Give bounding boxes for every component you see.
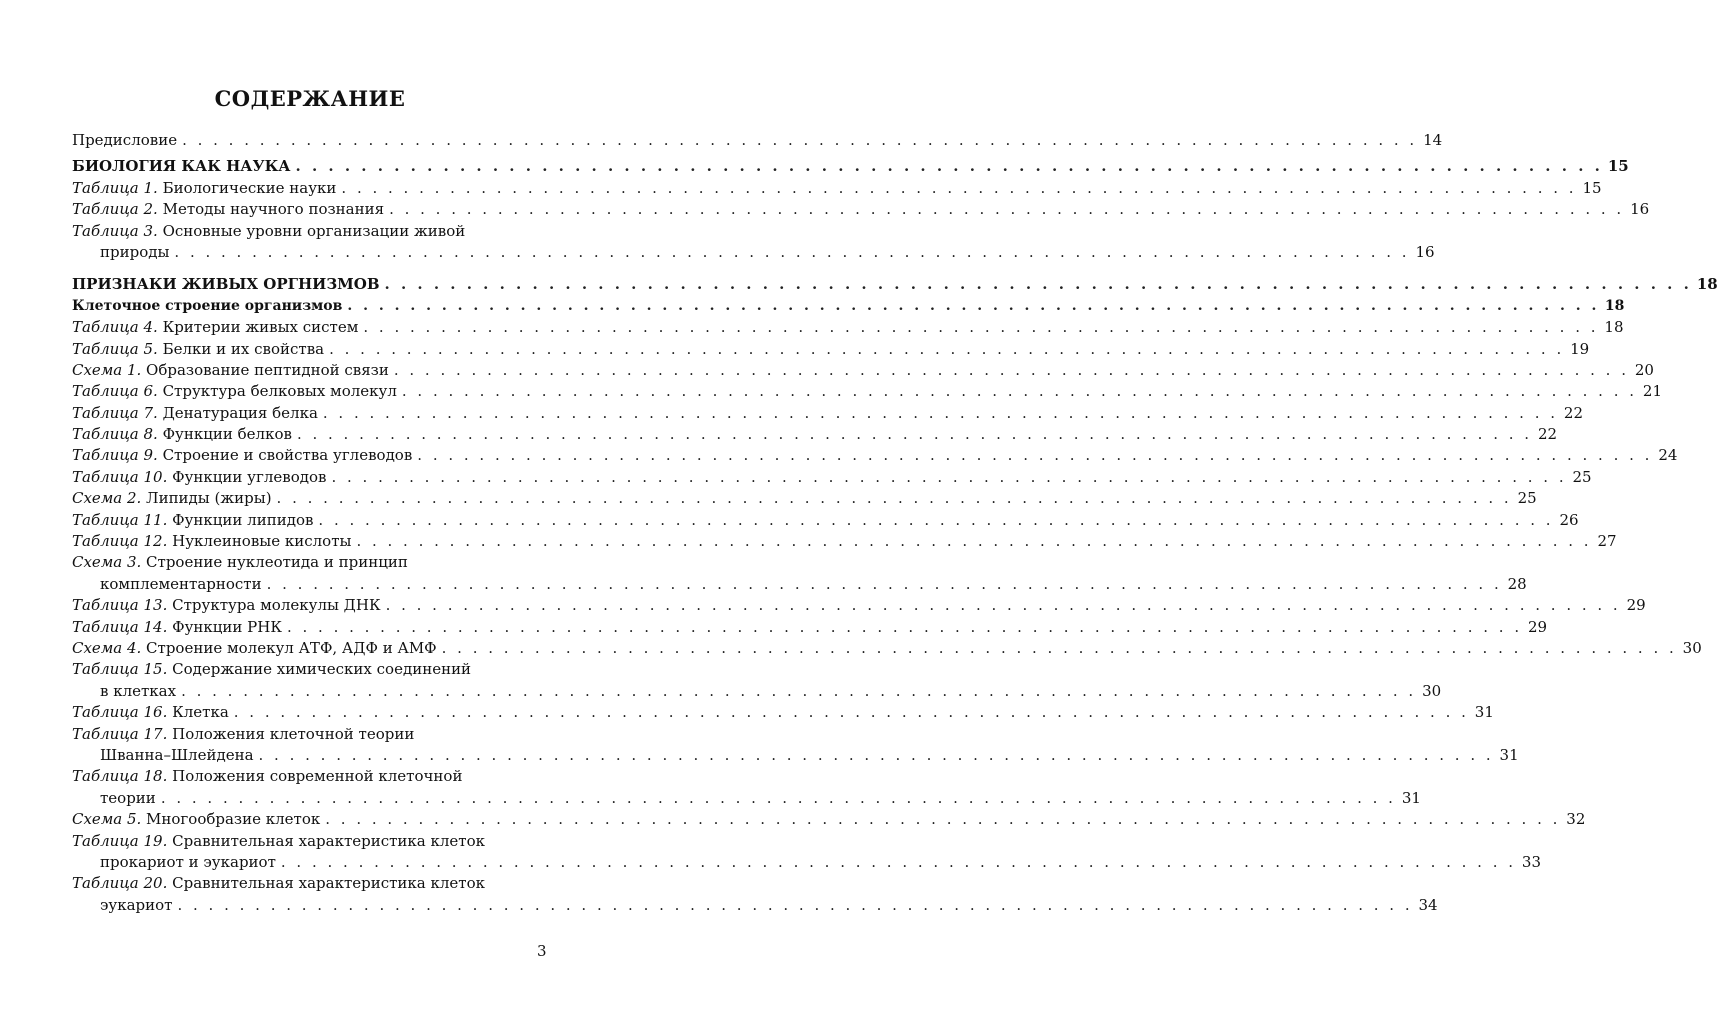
toc-entry-prefix: Таблица 16. <box>72 703 168 722</box>
toc-entry-prefix: Таблица 15. <box>72 660 168 679</box>
toc-entry-label <box>72 638 437 659</box>
toc-page-number: 18 <box>1696 275 1718 294</box>
toc-entry-prefix: Схема 3. <box>72 553 142 572</box>
toc-entry-text: Сравнительная характеристика клеток <box>167 831 485 850</box>
toc-entry-text: Функции липидов <box>167 510 314 529</box>
table-of-contents <box>72 130 1718 916</box>
toc-page-number: 31 <box>1474 703 1494 722</box>
toc-entry-prefix: Таблица 9. <box>72 446 158 465</box>
toc-leader-dots: . . . . . . . . . . . . . . . . . . . . . . . . . . . . . . . . . . . . . . . . . . . . . . . . . . . . . . . . . . . . . . . . . . . . . . . . . . . . . . . . <box>276 489 1512 508</box>
toc-page-number: 19 <box>1570 339 1590 358</box>
toc-entry-label <box>100 745 254 766</box>
toc-entry-text: Положения современной клеточной <box>167 767 463 786</box>
toc-entry-prefix: Таблица 6. <box>72 382 158 401</box>
toc-entry-text: Сравнительная характеристика клеток <box>167 874 485 893</box>
toc-entry-label <box>72 809 320 830</box>
toc-entry-prefix: Таблица 19. <box>72 831 168 850</box>
toc-entry-label <box>72 702 229 723</box>
toc-entry-text: в клетках <box>100 681 177 700</box>
toc-section-heading[interactable] <box>72 156 1629 177</box>
toc-leader-dots: . . . . . . . . . . . . . . . . . . . . . . . . . . . . . . . . . . . . . . . . . . . . . . . . . . . . . . . . . . . . . . . . . . . . . . . . . . . . . . . . <box>325 810 1561 829</box>
toc-entry-label <box>72 467 326 488</box>
toc-entry-label <box>72 831 485 852</box>
toc-entry[interactable] <box>72 766 549 787</box>
toc-entry-text: природы <box>100 242 170 261</box>
toc-entry-prefix: Таблица 1. <box>72 178 158 197</box>
toc-entry-text: Структура белковых молекул <box>157 382 397 401</box>
toc-entry-label <box>72 510 313 531</box>
toc-entry-text: эукариот <box>100 895 173 914</box>
toc-entry-label <box>72 617 282 638</box>
toc-leader-dots: . . . . . . . . . . . . . . . . . . . . . . . . . . . . . . . . . . . . . . . . . . . . . . . . . . . . . . . . . . . . . . . . . . . . . . . . . . . . . . . . <box>160 788 1396 807</box>
toc-leader-dots: . . . . . . . . . . . . . . . . . . . . . . . . . . . . . . . . . . . . . . . . . . . . . . . . . . . . . . . . . . . . . . . . . . . . . . . . . . . . . . . . <box>182 131 1418 149</box>
toc-leader-dots: . . . . . . . . . . . . . . . . . . . . . . . . . . . . . . . . . . . . . . . . . . . . . . . . . . . . . . . . . . . . . . . . . . . . . . . . . . . . . . . . <box>331 467 1567 486</box>
toc-entry-label <box>72 724 414 745</box>
toc-entry-label <box>72 199 384 220</box>
toc-spacer <box>72 263 549 274</box>
toc-page-number: 34 <box>1418 895 1438 914</box>
toc-entry-text: теории <box>100 788 156 807</box>
toc-leader-dots: . . . . . . . . . . . . . . . . . . . . . . . . . . . . . . . . . . . . . . . . . . . . . . . . . . . . . . . . . . . . . . . . . . . . . . . . . . . . . . . . <box>266 574 1502 593</box>
toc-entry-label <box>72 339 324 360</box>
toc-page-number: 21 <box>1642 382 1663 401</box>
toc-entry-label <box>72 317 358 338</box>
toc-page-number: 30 <box>1682 638 1702 657</box>
toc-entry-label <box>100 681 176 702</box>
toc-page-number: 14 <box>1423 131 1443 149</box>
toc-entry[interactable] <box>72 199 1650 220</box>
toc-entry-text: Строение нуклеотида и принцип <box>141 553 408 572</box>
toc-entry[interactable] <box>72 595 1646 616</box>
toc-entry[interactable] <box>72 638 1702 659</box>
toc-entry-prefix: Таблица 5. <box>72 339 158 358</box>
page-title: СОДЕРЖАНИЕ <box>214 86 406 111</box>
toc-preface[interactable] <box>72 130 1443 151</box>
toc-leader-dots: . . . . . . . . . . . . . . . . . . . . . . . . . . . . . . . . . . . . . . . . . . . . . . . . . . . . . . . . . . . . . . . . . . . . . . . . . . . . . . . . <box>233 703 1469 722</box>
toc-entry-label <box>72 766 462 787</box>
toc-entry-label <box>72 488 272 509</box>
toc-entry-label <box>72 403 318 424</box>
toc-leader-dots: . . . . . . . . . . . . . . . . . . . . . . . . . . . . . . . . . . . . . . . . . . . . . . . . . . . . . . . . . . . . . . . . . . . . . . . . . . . . . . . . <box>356 532 1592 551</box>
toc-entry-label <box>72 178 336 199</box>
toc-page-number: 22 <box>1537 425 1558 444</box>
toc-entry-text: Основные уровни организации живой <box>157 221 466 240</box>
toc-entry-text: Функции белков <box>157 425 292 444</box>
toc-subsection-heading[interactable] <box>72 296 1625 317</box>
toc-entry-prefix: Таблица 7. <box>72 403 158 422</box>
toc-leader-dots: . . . . . . . . . . . . . . . . . . . . . . . . . . . . . . . . . . . . . . . . . . . . . . . . . . . . . . . . . . . . . . . . . . . . . . . . . . . . . . . . <box>318 510 1554 529</box>
toc-page-number: 15 <box>1582 178 1602 197</box>
toc-leader-dots: . . . . . . . . . . . . . . . . . . . . . . . . . . . . . . . . . . . . . . . . . . . . . . . . . . . . . . . . . . . . . . . . . . . . . . . . . . . . . . . . <box>322 403 1559 422</box>
toc-entry-prefix: Таблица 3. <box>72 221 158 240</box>
toc-page-number: 18 <box>1604 297 1625 314</box>
page-number: 3 <box>537 942 547 960</box>
toc-entry-label <box>100 852 276 873</box>
toc-entry-label <box>100 895 172 916</box>
toc-page-number: 30 <box>1422 681 1442 700</box>
toc-entry-label <box>72 445 412 466</box>
toc-entry-continuation[interactable] <box>72 242 1435 263</box>
toc-entry-text: Содержание химических соединений <box>167 660 472 679</box>
toc-entry-text: Денатурация белка <box>157 403 318 422</box>
toc-entry-text: Шванна–Шлейдена <box>100 745 254 764</box>
toc-leader-dots: . . . . . . . . . . . . . . . . . . . . . . . . . . . . . . . . . . . . . . . . . . . . . . . . . . . . . . . . . . . . . . . . . . . . . . . . . . . . . . . . <box>280 852 1517 871</box>
toc-entry-prefix: Таблица 4. <box>72 318 158 337</box>
toc-entry-label <box>72 595 381 616</box>
toc-leader-dots: . . . . . . . . . . . . . . . . . . . . . . . . . . . . . . . . . . . . . . . . . . . . . . . . . . . . . . . . . . . . . . . . . . . . . . . . . . . . . . . . <box>384 275 1692 294</box>
toc-page-number: 26 <box>1559 510 1579 529</box>
toc-entry-prefix: Таблица 12. <box>72 532 168 551</box>
toc-page-number: 16 <box>1630 200 1650 219</box>
toc-entry-text: Клетка <box>167 703 229 722</box>
toc-page-number: 24 <box>1658 446 1678 465</box>
toc-entry-label <box>72 552 408 573</box>
toc-leader-dots: . . . . . . . . . . . . . . . . . . . . . . . . . . . . . . . . . . . . . . . . . . . . . . . . . . . . . . . . . . . . . . . . . . . . . . . . . . . . . . . . <box>181 681 1417 700</box>
toc-entry-text: Методы научного познания <box>157 200 385 219</box>
toc-entry-text: Положения клеточной теории <box>167 724 415 743</box>
toc-entry-label <box>100 574 262 595</box>
toc-page-number: 15 <box>1607 157 1629 176</box>
toc-entry[interactable] <box>72 339 1590 360</box>
toc-entry-prefix: Схема 1. <box>72 360 142 379</box>
toc-entry-label <box>100 242 169 263</box>
toc-entry-label <box>72 130 177 151</box>
toc-entry-prefix: Таблица 17. <box>72 724 168 743</box>
toc-leader-dots: . . . . . . . . . . . . . . . . . . . . . . . . . . . . . . . . . . . . . . . . . . . . . . . . . . . . . . . . . . . . . . . . . . . . . . . . . . . . . . . . <box>417 446 1653 465</box>
toc-entry[interactable] <box>72 178 1602 199</box>
toc-entry-prefix: Таблица 18. <box>72 767 168 786</box>
toc-entry-text: Структура молекулы ДНК <box>167 596 381 615</box>
toc-leader-dots: . . . . . . . . . . . . . . . . . . . . . . . . . . . . . . . . . . . . . . . . . . . . . . . . . . . . . . . . . . . . . . . . . . . . . . . . . . . . . . . . <box>401 382 1638 401</box>
toc-leader-dots: . . . . . . . . . . . . . . . . . . . . . . . . . . . . . . . . . . . . . . . . . . . . . . . . . . . . . . . . . . . . . . . . . . . . . . . . . . . . . . . . <box>393 360 1629 379</box>
toc-entry-text: Нуклеиновые кислоты <box>167 532 352 551</box>
toc-page-number: 22 <box>1563 403 1584 422</box>
toc-entry[interactable] <box>72 403 1584 424</box>
toc-entry-label <box>72 659 471 680</box>
toc-entry-label <box>72 221 465 242</box>
toc-entry-continuation[interactable] <box>72 745 1519 766</box>
toc-entry-text: Строение молекул АТФ, АДФ и АМФ <box>141 638 437 657</box>
toc-entry-text: Белки и их свойства <box>157 339 325 358</box>
toc-entry[interactable] <box>72 467 1592 488</box>
toc-entry[interactable] <box>72 221 549 242</box>
toc-leader-dots: . . . . . . . . . . . . . . . . . . . . . . . . . . . . . . . . . . . . . . . . . . . . . . . . . . . . . . . . . . . . . . . . . . . . . . . . . . . . . . . . <box>363 318 1599 337</box>
toc-page-number: 20 <box>1634 360 1654 379</box>
toc-leader-dots: . . . . . . . . . . . . . . . . . . . . . . . . . . . . . . . . . . . . . . . . . . . . . . . . . . . . . . . . . . . . . . . . . . . . . . . . . . . . . . . . <box>295 157 1603 176</box>
toc-entry-prefix: Схема 2. <box>72 489 142 508</box>
toc-entry-label <box>72 424 292 445</box>
toc-page-number: 25 <box>1572 467 1592 486</box>
toc-entry-prefix: Таблица 13. <box>72 596 168 615</box>
toc-entry[interactable] <box>72 831 549 852</box>
toc-entry[interactable] <box>72 702 1494 723</box>
toc-entry[interactable] <box>72 360 1654 381</box>
toc-page-number: 33 <box>1521 852 1542 871</box>
toc-entry-text: Предисловие <box>72 131 178 149</box>
toc-entry-text: Строение и свойства углеводов <box>157 446 413 465</box>
toc-leader-dots: . . . . . . . . . . . . . . . . . . . . . . . . . . . . . . . . . . . . . . . . . . . . . . . . . . . . . . . . . . . . . . . . . . . . . . . . . . . . . . . . <box>347 297 1600 314</box>
toc-page-number: 27 <box>1597 532 1617 551</box>
toc-leader-dots: . . . . . . . . . . . . . . . . . . . . . . . . . . . . . . . . . . . . . . . . . . . . . . . . . . . . . . . . . . . . . . . . . . . . . . . . . . . . . . . . <box>286 617 1523 636</box>
toc-entry-prefix: Таблица 20. <box>72 874 168 893</box>
toc-entry-text: Клеточное строение организмов <box>72 297 343 314</box>
toc-entry-label <box>72 156 291 177</box>
toc-page-number: 31 <box>1401 788 1421 807</box>
toc-entry-prefix: Схема 5. <box>72 810 142 829</box>
toc-entry[interactable] <box>72 488 1537 509</box>
toc-entry-text: Биологические науки <box>157 178 337 197</box>
toc-page-number: 25 <box>1517 489 1537 508</box>
toc-entry-text: ПРИЗНАКИ ЖИВЫХ ОРГНИЗМОВ <box>72 275 380 294</box>
toc-page-number: 28 <box>1507 574 1527 593</box>
toc-entry-continuation[interactable] <box>72 895 1438 916</box>
toc-entry[interactable] <box>72 552 549 573</box>
toc-entry-label <box>72 531 351 552</box>
toc-leader-dots: . . . . . . . . . . . . . . . . . . . . . . . . . . . . . . . . . . . . . . . . . . . . . . . . . . . . . . . . . . . . . . . . . . . . . . . . . . . . . . . . <box>389 200 1625 219</box>
toc-entry-continuation[interactable] <box>72 788 1421 809</box>
toc-entry-label <box>72 381 397 402</box>
toc-entry-text: прокариот и эукариот <box>100 852 276 871</box>
toc-leader-dots: . . . . . . . . . . . . . . . . . . . . . . . . . . . . . . . . . . . . . . . . . . . . . . . . . . . . . . . . . . . . . . . . . . . . . . . . . . . . . . . . <box>258 745 1494 764</box>
toc-entry[interactable] <box>72 381 1663 402</box>
toc-leader-dots: . . . . . . . . . . . . . . . . . . . . . . . . . . . . . . . . . . . . . . . . . . . . . . . . . . . . . . . . . . . . . . . . . . . . . . . . . . . . . . . . <box>296 425 1533 444</box>
toc-entry-text: Критерии живых систем <box>157 318 359 337</box>
toc-entry[interactable] <box>72 617 1548 638</box>
toc-entry-label <box>72 274 380 295</box>
toc-entry-label <box>100 788 156 809</box>
toc-entry-prefix: Таблица 14. <box>72 617 168 636</box>
toc-entry-prefix: Таблица 11. <box>72 510 168 529</box>
toc-entry-label <box>72 873 485 894</box>
toc-leader-dots: . . . . . . . . . . . . . . . . . . . . . . . . . . . . . . . . . . . . . . . . . . . . . . . . . . . . . . . . . . . . . . . . . . . . . . . . . . . . . . . . <box>341 178 1577 197</box>
toc-entry[interactable] <box>72 317 1624 338</box>
toc-leader-dots: . . . . . . . . . . . . . . . . . . . . . . . . . . . . . . . . . . . . . . . . . . . . . . . . . . . . . . . . . . . . . . . . . . . . . . . . . . . . . . . . <box>174 242 1410 261</box>
toc-entry-text: Липиды (жиры) <box>141 489 272 508</box>
toc-entry-text: Функции углеводов <box>167 467 327 486</box>
toc-entry-label <box>72 360 389 381</box>
toc-entry-text: Функции РНК <box>167 617 282 636</box>
toc-entry[interactable] <box>72 424 1558 445</box>
toc-page-number: 16 <box>1415 242 1435 261</box>
toc-entry-continuation[interactable] <box>72 852 1542 873</box>
toc-entry-text: БИОЛОГИЯ КАК НАУКА <box>72 157 291 176</box>
toc-section-heading[interactable] <box>72 274 1718 295</box>
toc-entry[interactable] <box>72 445 1678 466</box>
toc-leader-dots: . . . . . . . . . . . . . . . . . . . . . . . . . . . . . . . . . . . . . . . . . . . . . . . . . . . . . . . . . . . . . . . . . . . . . . . . . . . . . . . . <box>441 638 1677 657</box>
toc-entry-prefix: Схема 4. <box>72 638 142 657</box>
toc-entry-continuation[interactable] <box>72 574 1527 595</box>
toc-page-number: 18 <box>1604 318 1624 337</box>
toc-page-number: 32 <box>1566 810 1586 829</box>
toc-entry[interactable] <box>72 531 1617 552</box>
toc-entry-prefix: Таблица 10. <box>72 467 168 486</box>
toc-entry[interactable] <box>72 724 549 745</box>
toc-entry-label <box>72 296 342 317</box>
toc-page-number: 31 <box>1499 745 1519 764</box>
toc-leader-dots: . . . . . . . . . . . . . . . . . . . . . . . . . . . . . . . . . . . . . . . . . . . . . . . . . . . . . . . . . . . . . . . . . . . . . . . . . . . . . . . . <box>385 596 1621 615</box>
toc-entry-text: Образование пептидной связи <box>141 360 389 379</box>
toc-leader-dots: . . . . . . . . . . . . . . . . . . . . . . . . . . . . . . . . . . . . . . . . . . . . . . . . . . . . . . . . . . . . . . . . . . . . . . . . . . . . . . . . <box>329 339 1565 358</box>
toc-entry-text: Многообразие клеток <box>141 810 321 829</box>
toc-entry[interactable] <box>72 510 1579 531</box>
toc-entry[interactable] <box>72 659 549 680</box>
toc-entry-continuation[interactable] <box>72 681 1442 702</box>
toc-page-number: 29 <box>1528 617 1548 636</box>
toc-entry-text: комплементарности <box>100 574 262 593</box>
toc-entry[interactable] <box>72 809 1586 830</box>
toc-entry-prefix: Таблица 2. <box>72 200 158 219</box>
toc-leader-dots: . . . . . . . . . . . . . . . . . . . . . . . . . . . . . . . . . . . . . . . . . . . . . . . . . . . . . . . . . . . . . . . . . . . . . . . . . . . . . . . . <box>177 895 1413 914</box>
toc-entry-prefix: Таблица 8. <box>72 425 158 444</box>
toc-page-number: 29 <box>1626 596 1646 615</box>
toc-entry[interactable] <box>72 873 549 894</box>
